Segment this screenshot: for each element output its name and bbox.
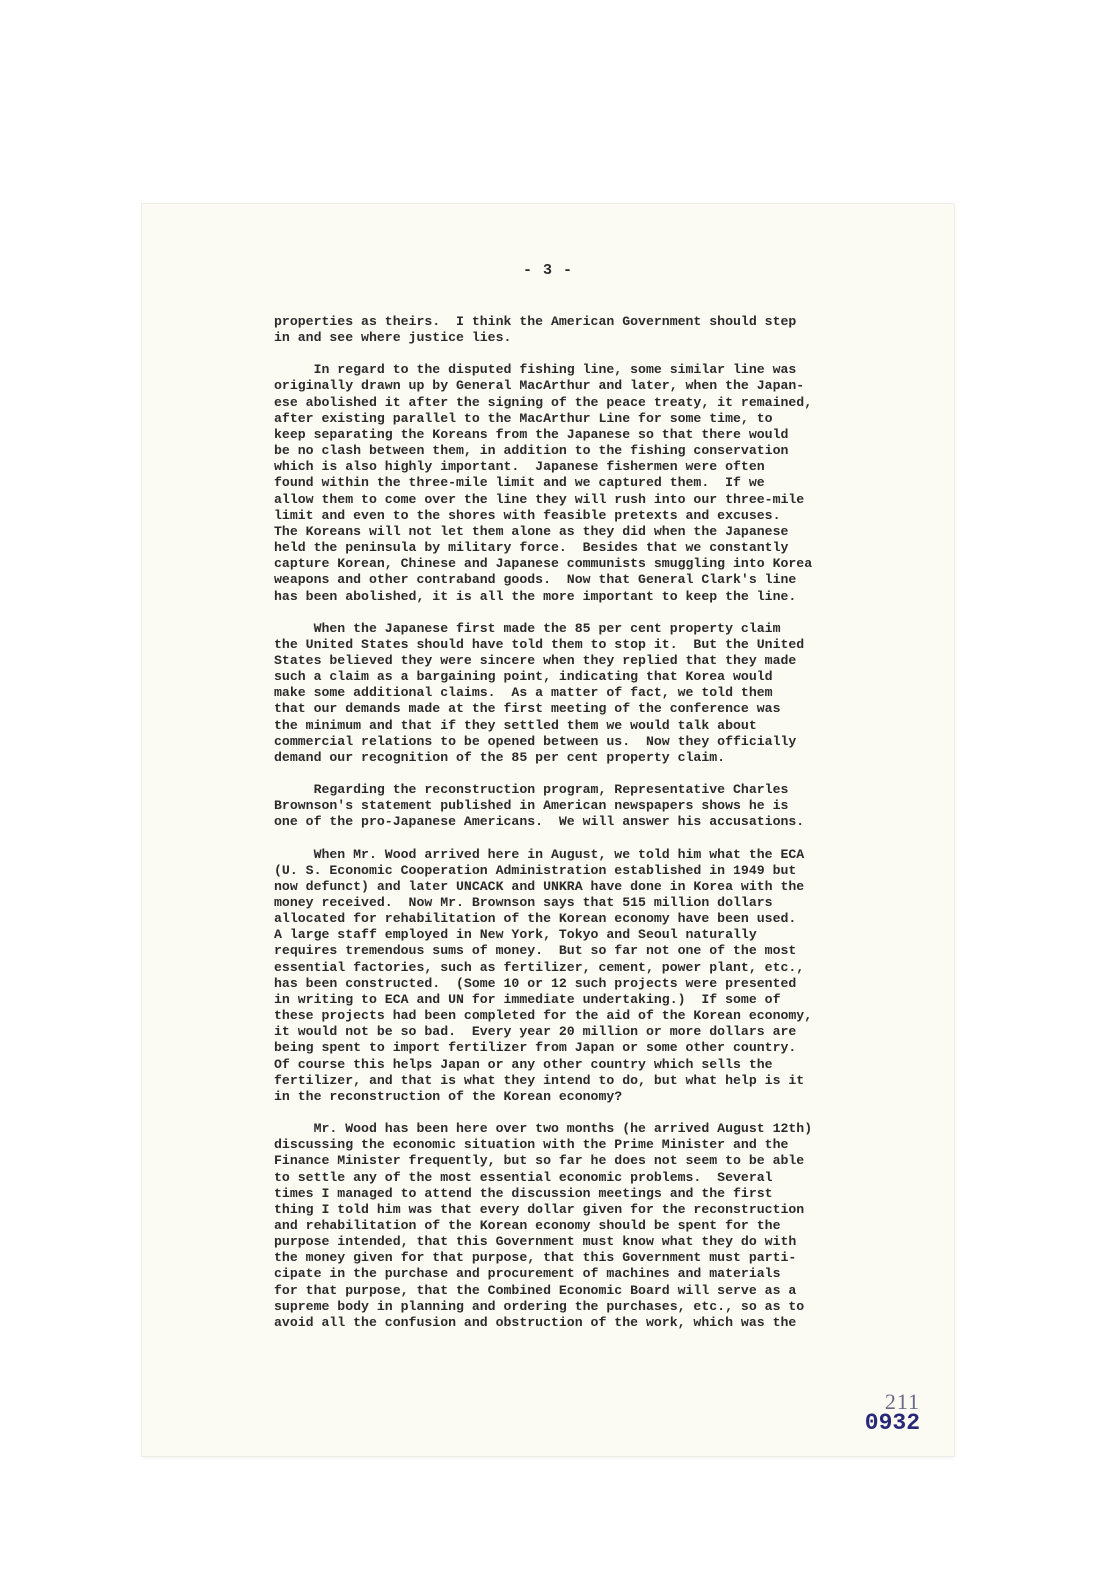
text-line: to settle any of the most essential economic problems. Several	[274, 1169, 773, 1185]
text-line: held the peninsula by military force. Besides that we constantly	[274, 540, 789, 556]
text-line: that our demands made at the first meeting of the conference was	[274, 701, 781, 717]
text-line: (U. S. Economic Cooperation Administration established in 1949 but	[274, 862, 797, 878]
text-line: avoid all the confusion and obstruction of the work, which was the	[274, 1314, 797, 1330]
text-line: demand our recognition of the 85 per cent property claim.	[274, 749, 726, 765]
text-line: A large staff employed in New York, Tokyo and Seoul naturally	[274, 927, 757, 943]
text-line: money received. Now Mr. Brownson says that 515 million dollars	[274, 895, 773, 910]
paragraph	[274, 1121, 834, 1331]
text-line: supreme body in planning and ordering the purchases, etc., so as to	[274, 1298, 805, 1314]
document-page	[142, 204, 954, 1456]
text-line: in writing to ECA and UN for immediate undertaking.) If some of	[274, 991, 781, 1007]
text-line: Finance Minister frequently, but so far he does not seem to be able	[274, 1153, 805, 1169]
text-line: properties as theirs. I think the American Government should step	[274, 314, 797, 329]
text-line: purpose intended, that this Government must know what they do with	[274, 1234, 797, 1250]
text-line: Of course this helps Japan or any other country which sells the	[274, 1056, 773, 1072]
text-line: When Mr. Wood arrived here in August, we told him what the ECA	[274, 846, 805, 862]
text-line: after existing parallel to the MacArthur Line for some time, to	[274, 410, 773, 426]
text-line: in and see where justice lies.	[274, 330, 512, 346]
text-line: has been constructed. (Some 10 or 12 such projects were presented	[274, 975, 797, 991]
text-line: When the Japanese first made the 85 per cent property claim	[274, 620, 781, 636]
text-line: weapons and other contraband goods. Now that General Clark's line	[274, 572, 797, 588]
text-line: for that purpose, that the Combined Economic Board will serve as a	[274, 1282, 797, 1298]
text-line: In regard to the disputed fishing line, some similar line was	[274, 362, 797, 378]
paragraph	[274, 847, 834, 1106]
text-line: allocated for rehabilitation of the Korean economy have been used.	[274, 911, 797, 927]
text-line: essential factories, such as fertilizer, cement, power plant, etc.,	[274, 959, 805, 975]
text-line: discussing the economic situation with the Prime Minister and the	[274, 1137, 789, 1153]
text-line: which is also highly important. Japanese fishermen were often	[274, 459, 765, 475]
text-line: originally drawn up by General MacArthur and later, when the Japan-	[274, 378, 805, 394]
text-line: the minimum and that if they settled them we would talk about	[274, 717, 757, 733]
text-line: allow them to come over the line they will rush into our three-mile	[274, 491, 805, 507]
archive-stamp	[864, 1389, 920, 1436]
text-line: now defunct) and later UNCACK and UNKRA have done in Korea with the	[274, 878, 805, 894]
text-line: found within the three-mile limit and we captured them. If we	[274, 475, 765, 491]
page-number: - 3 -	[522, 262, 573, 279]
text-line: be no clash between them, in addition to the fishing conservation	[274, 443, 789, 459]
text-line: make some additional claims. As a matter of fact, we told them	[274, 685, 773, 701]
text-line: The Koreans will not let them alone as they did when the Japanese	[274, 523, 789, 539]
text-line: Regarding the reconstruction program, Representative Charles	[274, 782, 789, 798]
text-line: the United States should have told them to stop it. But the United	[274, 636, 805, 652]
text-line: it would not be so bad. Every year 20 million or more dollars are	[274, 1024, 797, 1040]
text-line: times I managed to attend the discussion meetings and the first	[274, 1185, 773, 1201]
text-line: Brownson's statement published in American newspapers shows he is	[274, 798, 789, 814]
text-line: one of the pro-Japanese Americans. We will answer his accusations.	[274, 814, 805, 830]
text-line: keep separating the Koreans from the Japanese so that there would	[274, 426, 789, 442]
text-line: States believed they were sincere when they replied that they made	[274, 652, 797, 668]
text-line: requires tremendous sums of money. But so far not one of the most	[274, 943, 797, 959]
text-line: cipate in the purchase and procurement of machines and materials	[274, 1266, 781, 1282]
document-body	[274, 314, 834, 1331]
paragraph	[274, 362, 834, 604]
paragraph	[274, 621, 834, 766]
text-line: such a claim as a bargaining point, indicating that Korea would	[274, 669, 773, 685]
archive-number-top: 211	[884, 1389, 920, 1414]
text-line: these projects had been completed for the aid of the Korean economy,	[274, 1008, 813, 1024]
text-line: limit and even to the shores with feasible pretexts and excuses.	[274, 507, 781, 523]
text-line: Mr. Wood has been here over two months (he arrived August 12th)	[274, 1121, 813, 1137]
text-line: the money given for that purpose, that this Government must parti-	[274, 1250, 797, 1266]
text-line: commercial relations to be opened between us. Now they officially	[274, 733, 797, 749]
text-line: thing I told him was that every dollar given for the reconstruction	[274, 1201, 805, 1217]
paragraph	[274, 782, 834, 830]
text-line: in the reconstruction of the Korean economy?	[274, 1088, 623, 1104]
archive-number-bottom: 0932	[864, 1410, 920, 1436]
text-line: capture Korean, Chinese and Japanese communists smuggling into Korea	[274, 556, 813, 572]
text-line: and rehabilitation of the Korean economy should be spent for the	[274, 1217, 781, 1233]
text-line: fertilizer, and that is what they intend to do, but what help is it	[274, 1072, 805, 1088]
text-line: has been abolished, it is all the more important to keep the line.	[274, 588, 797, 604]
text-line: being spent to import fertilizer from Japan or some other country.	[274, 1040, 797, 1056]
paragraph	[274, 314, 834, 346]
text-line: ese abolished it after the signing of the peace treaty, it remained,	[274, 394, 813, 410]
